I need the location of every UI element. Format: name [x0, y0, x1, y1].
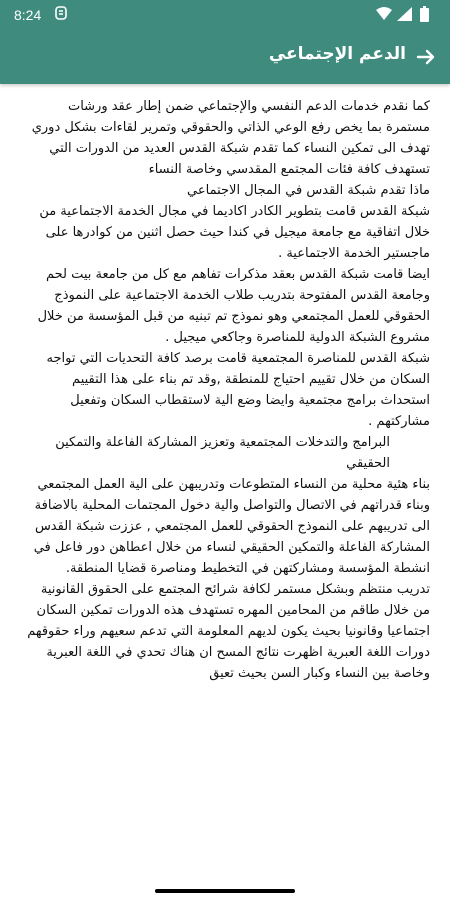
battery-icon [420, 6, 429, 25]
arrow-right-icon [416, 47, 436, 67]
paragraph: ماذا تقدم شبكة القدس في المجال الاجتماعي [187, 183, 430, 198]
paragraph: تدريب منتظم وبشكل مستمر لكافة شرائح المجتمع على الحقوق القانونية من خلال طاقم من المحامين المهره تستهدف هذه الدورات تمكين السكان اجتماعيا وقانونيا بحيث يكون لديهم المعلومة التي تدعم سعيهم وراء حقوقهم [27, 582, 430, 639]
home-handle[interactable] [155, 889, 295, 893]
status-time: 8:24 [14, 7, 42, 23]
content-scroll-area[interactable] [0, 84, 450, 884]
signal-icon [397, 7, 412, 24]
back-button[interactable] [412, 43, 440, 71]
page-title: الدعم الإجتماعي [268, 44, 406, 64]
status-bar [0, 0, 450, 30]
paragraph: ايضا قامت شبكة القدس بعقد مذكرات تفاهم مع كل من جامعة بيت لحم وجامعة القدس المفتوحة بتدريب طلاب الخدمة الاجتماعية على النموذج الحقوقي للعمل المجتمعي وهو نموذج تم تبنيه من قبل المؤسسة من خلال مشروع الشبكة الدولية للمناصرة وجاكعي ميجيل . [37, 267, 430, 345]
paragraph: كما نقدم خدمات الدعم النفسي والإجتماعي ضمن إطار عقد ورشات مستمرة بما يخص رفع الوعي الذاتي والحقوقي وتمرير لقاءات بشكل دوري تهدف الى تمكين النساء كما تقدم شبكة القدس العديد من الدورات التي تستهدف كافة فئات المجتمع المقدسي وخاصة النساء [31, 99, 430, 177]
paragraph: شبكة القدس قامت بتطوير الكادر اكاديما في مجال الخدمة الاجتماعية من خلال اتفاقية مع جامعة ميجيل في كندا حيث حصل اثنين من كوادرها على ماجستير الخدمة الاجتماعية . [39, 204, 430, 261]
app-bar [0, 30, 450, 84]
paragraph: البرامج والتدخلات المجتمعية وتعزيز المشاركة الفاعلة والتمكين الحقيقي [55, 435, 390, 471]
notification-icon [55, 6, 67, 20]
paragraph: بناء هئية محلية من النساء المتطوعات وتدريبهن على الية العمل المجتمعي وبناء قدراتهم في الاتصال والتواصل والية دخول المجتمات المحلية بالاضافة الى تدريبهم على النموذج الحقوقي للعمل المجتمعي , عززت شبكة القدس المشاركة الفاعلة والتمكين الحقيقي لنساء من خلال اعطاهن دور فاعل في انشطة المؤسسة ومشاركتهن في التخطيط ومناصرة قضايا المنطقة. [33, 477, 430, 576]
paragraph: شبكة القدس للمناصرة المجتمعية قامت برصد كافة التحديات التي تواجه السكان من خلال تقييم احتياج للمنطقة ,وقد تم بناء على هذا التقييم استحداث برامج مجتمعية وايضا وضع الية لاستقطاب السكان وتفعيل مشاركتهم . [46, 351, 430, 429]
article-body [0, 84, 450, 684]
paragraph: دورات اللغة العبرية اظهرت نتائج المسح ان هناك تحدي في اللغة العبرية وخاصة بين النساء وكبار السن بحيث تعيق [46, 645, 430, 681]
wifi-icon [376, 7, 392, 24]
gesture-nav-bar [0, 884, 450, 900]
